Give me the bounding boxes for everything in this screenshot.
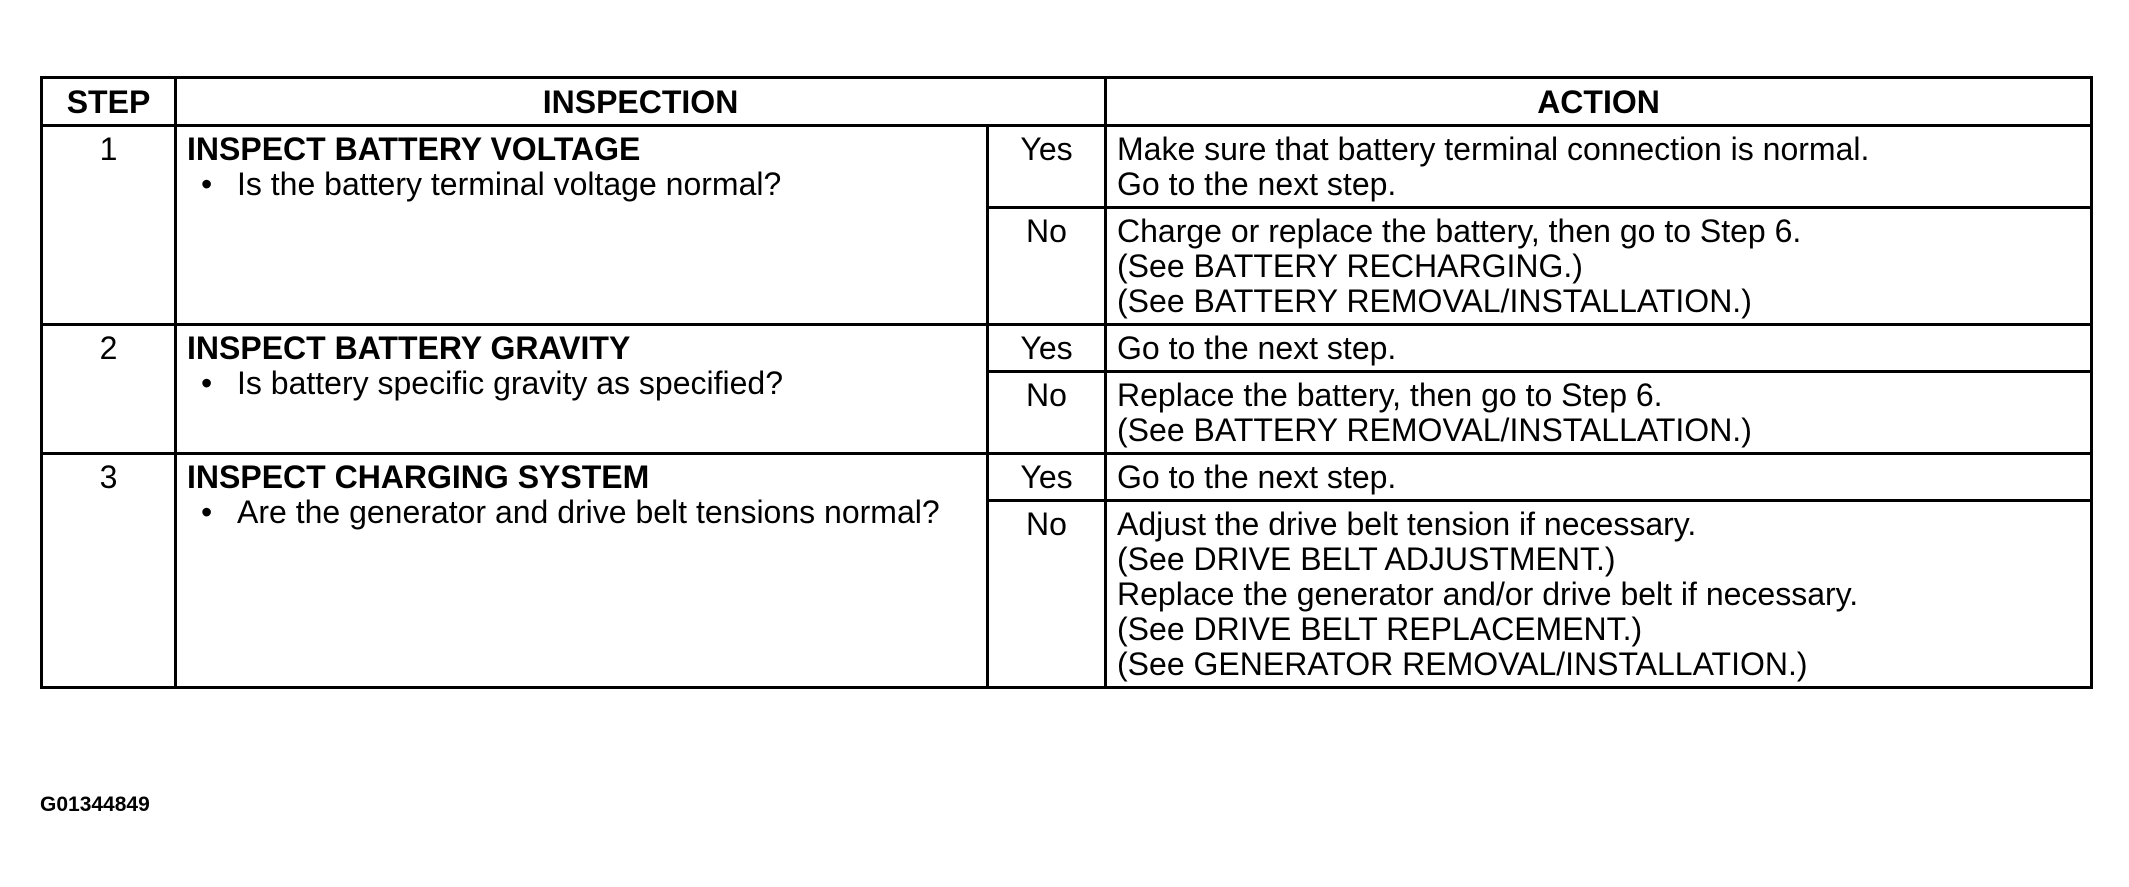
action-line: (See BATTERY REMOVAL/INSTALLATION.) — [1117, 412, 1752, 448]
action-line: Replace the generator and/or drive belt if necessary. — [1117, 576, 1859, 612]
inspection-cell — [176, 325, 988, 454]
table-row — [42, 325, 2092, 372]
question-text: Is the battery terminal voltage normal? — [237, 166, 782, 202]
action-line: (See BATTERY REMOVAL/INSTALLATION.) — [1117, 283, 1752, 319]
action-line: (See GENERATOR REMOVAL/INSTALLATION.) — [1117, 646, 1808, 682]
action-line: (See DRIVE BELT REPLACEMENT.) — [1117, 611, 1643, 647]
action-line: Go to the next step. — [1117, 459, 1397, 495]
action-line: Replace the battery, then go to Step 6. — [1117, 377, 1663, 413]
header-action: ACTION — [1106, 78, 2092, 126]
action-line: Charge or replace the battery, then go to Step 6. — [1117, 213, 1802, 249]
step-number: 3 — [42, 454, 176, 688]
table-row — [42, 454, 2092, 501]
action-line: (See DRIVE BELT ADJUSTMENT.) — [1117, 541, 1616, 577]
question-text: Is battery specific gravity as specified? — [237, 365, 784, 401]
bullet-icon: • — [201, 365, 213, 401]
no-action — [1106, 372, 2092, 454]
yes-label: Yes — [988, 126, 1106, 208]
yes-action — [1106, 126, 2092, 208]
action-line: (See BATTERY RECHARGING.) — [1117, 248, 1583, 284]
diagnostic-table — [40, 76, 2093, 689]
question-text: Are the generator and drive belt tensions normal? — [237, 494, 940, 530]
bullet-icon: • — [201, 494, 213, 530]
inspection-title: INSPECT BATTERY VOLTAGE — [187, 131, 641, 167]
no-action — [1106, 208, 2092, 325]
action-line: Adjust the drive belt tension if necessary. — [1117, 506, 1697, 542]
header-step: STEP — [42, 78, 176, 126]
yes-action — [1106, 325, 2092, 372]
no-label: No — [988, 372, 1106, 454]
action-line: Go to the next step. — [1117, 166, 1397, 202]
yes-label: Yes — [988, 454, 1106, 501]
no-label: No — [988, 501, 1106, 688]
step-number: 1 — [42, 126, 176, 325]
inspection-title: INSPECT BATTERY GRAVITY — [187, 330, 631, 366]
action-line: Make sure that battery terminal connection is normal. — [1117, 131, 1870, 167]
inspection-question — [187, 495, 976, 530]
no-label: No — [988, 208, 1106, 325]
no-action — [1106, 501, 2092, 688]
figure-id-caption: G01344849 — [40, 793, 150, 816]
table-row — [42, 126, 2092, 208]
inspection-title: INSPECT CHARGING SYSTEM — [187, 459, 650, 495]
action-line: Go to the next step. — [1117, 330, 1397, 366]
inspection-cell — [176, 126, 988, 325]
inspection-question — [187, 167, 976, 202]
yes-action — [1106, 454, 2092, 501]
inspection-cell — [176, 454, 988, 688]
inspection-question — [187, 366, 976, 401]
bullet-icon: • — [201, 166, 213, 202]
header-inspection: INSPECTION — [176, 78, 1106, 126]
yes-label: Yes — [988, 325, 1106, 372]
step-number: 2 — [42, 325, 176, 454]
table-header-row — [42, 78, 2092, 126]
